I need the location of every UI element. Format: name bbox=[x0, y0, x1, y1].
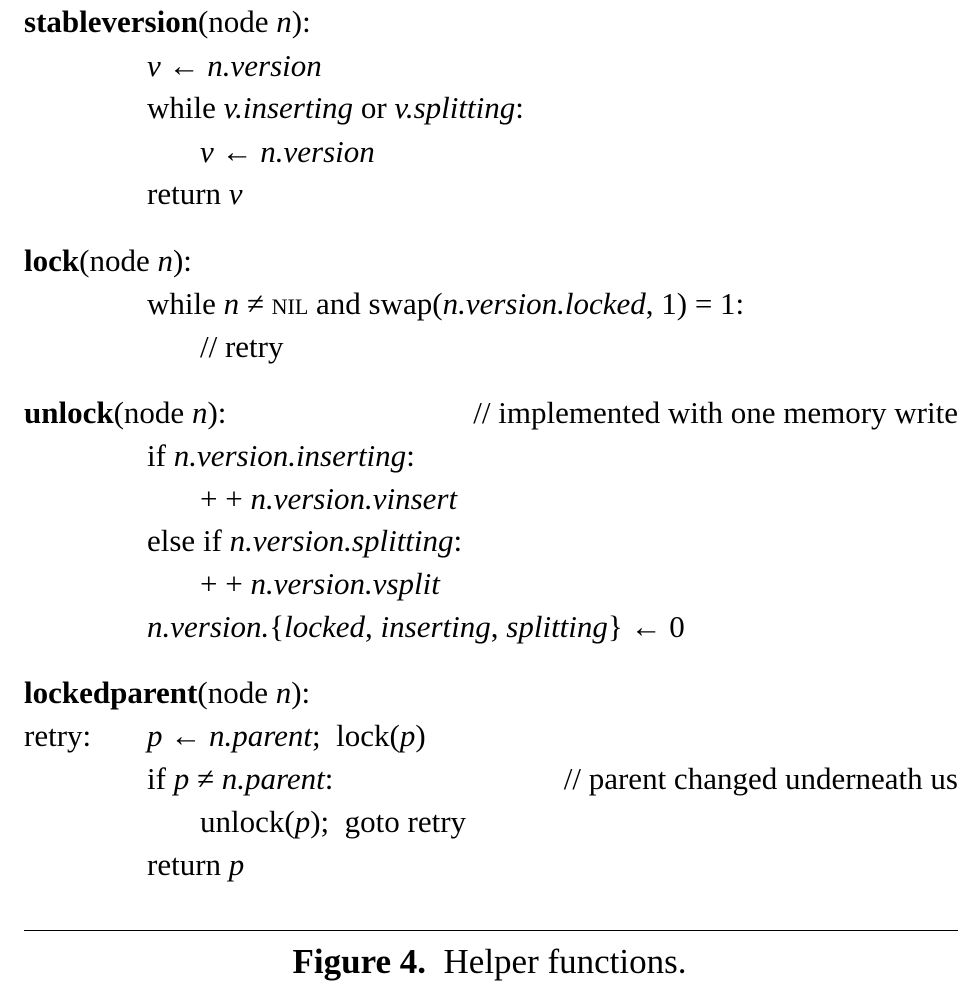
code-line: n.version.{locked, inserting, splitting} ← 0 bbox=[147, 609, 685, 644]
code-comment: // implemented with one memory write bbox=[473, 395, 958, 430]
code-line: v ← n.version bbox=[200, 134, 375, 169]
code-line: if n.version.inserting: bbox=[147, 438, 415, 473]
function-signature-lockedparent: lockedparent(node n): bbox=[24, 675, 311, 710]
code-line: + + n.version.vsplit bbox=[200, 566, 440, 601]
code-label-retry: retry: bbox=[24, 718, 92, 753]
figure-number: Figure 4. bbox=[292, 942, 427, 981]
code-line: p ← n.parent; lock(p) bbox=[147, 718, 426, 753]
code-line: return p bbox=[147, 847, 245, 882]
function-signature-lock: lock(node n): bbox=[24, 243, 192, 278]
figure-caption bbox=[0, 944, 979, 979]
caption-rule bbox=[24, 930, 958, 931]
function-signature-unlock: unlock(node n): bbox=[24, 395, 227, 430]
code-line: v ← n.version bbox=[147, 48, 322, 83]
code-comment: // parent changed underneath us bbox=[563, 761, 958, 796]
figure-caption-text: Helper functions. bbox=[443, 942, 687, 981]
code-line: if p ≠ n.parent: bbox=[147, 761, 334, 796]
function-name: lockedparent bbox=[24, 675, 198, 710]
code-line: // retry bbox=[200, 329, 284, 364]
function-signature-stableversion: stableversion(node n): bbox=[24, 4, 311, 39]
code-line: while v.inserting or v.splitting: bbox=[147, 90, 524, 125]
code-line: return v bbox=[147, 176, 243, 211]
code-line: unlock(p); goto retry bbox=[200, 804, 467, 839]
function-name: stableversion bbox=[24, 4, 198, 39]
code-line: while n ≠ nil and swap(n.version.locked, 1) = 1: bbox=[147, 286, 745, 321]
code-line: else if n.version.splitting: bbox=[147, 523, 463, 558]
function-name: lock bbox=[24, 243, 80, 278]
function-name: unlock bbox=[24, 395, 114, 430]
code-line: + + n.version.vinsert bbox=[200, 481, 458, 516]
